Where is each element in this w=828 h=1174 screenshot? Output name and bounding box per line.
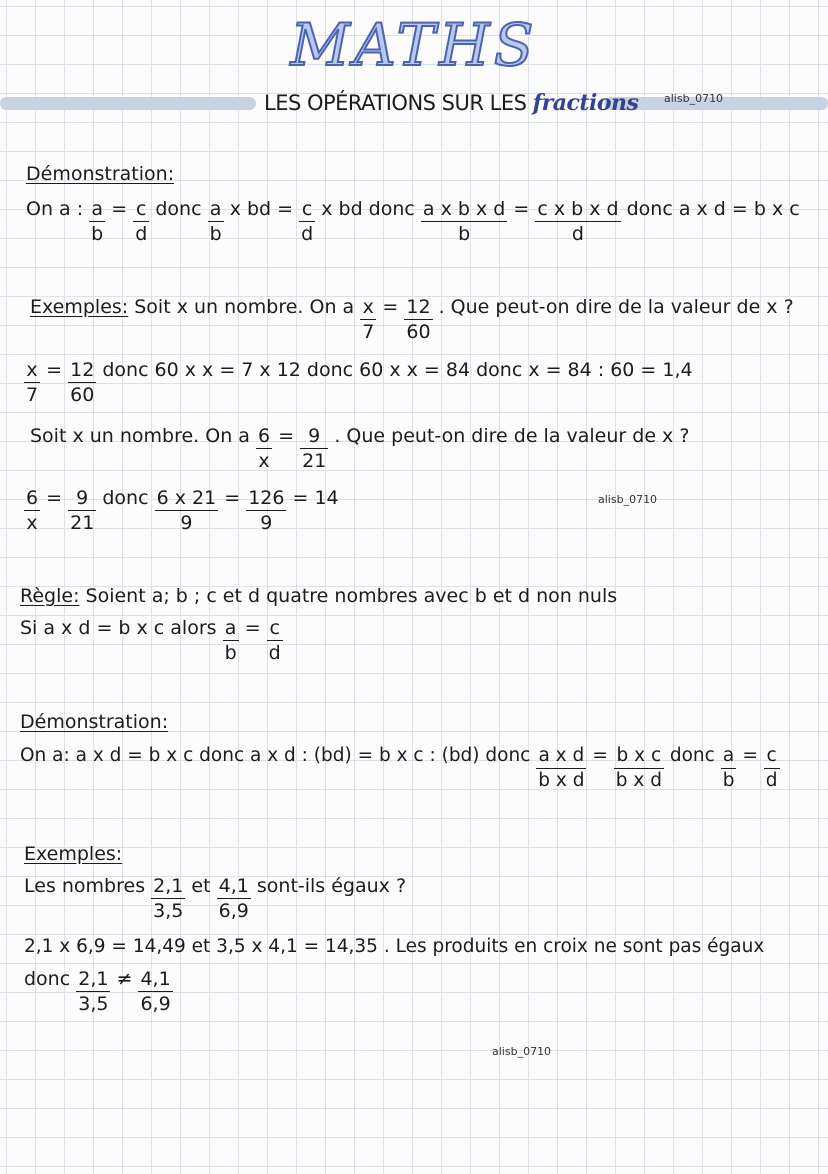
- ex1-line1: Exemples: Soit x un nombre. On a $\frac{x}{7}$ = $\frac{12}{60}$ . Que peut-on dire de la valeur de x ?: [30, 296, 794, 343]
- demo2-heading: Démonstration:: [20, 711, 169, 733]
- fraction: $\frac{\text{a x d}}{\text{b x d}}$: [538, 745, 585, 791]
- fraction: $\frac{x}{7}$: [362, 296, 375, 343]
- demo2-line: On a: a x d = b x c donc a x d : (bd) = b x c : (bd) donc $\frac{\text{a x d}}{\text{b x d}}$ = $\frac{\text{b x c}}{\text{b x d}}$ donc $\frac{a}{b}$ = $\frac{c}{d}$: [20, 745, 778, 791]
- footer-handle: alisb_0710: [492, 1045, 552, 1058]
- fraction: $\frac{126}{9}$: [248, 487, 285, 534]
- fraction: $\frac{4,1}{6,9}$: [140, 968, 171, 1015]
- demo1-prefix: On a :: [26, 198, 84, 220]
- rule-heading: Règle:: [20, 585, 80, 607]
- fraction: $\frac{c}{d}$: [301, 198, 314, 245]
- demo1-heading: Démonstration:: [26, 163, 175, 185]
- ex2-line2: 2,1 x 6,9 = 14,49 et 3,5 x 4,1 = 14,35 . Les produits en croix ne sont pas égaux: [24, 936, 765, 957]
- fraction: $\frac{\text{a x b x d}}{b}$: [422, 198, 506, 245]
- fraction: $\frac{12}{60}$: [70, 359, 95, 406]
- fraction: $\frac{6 x 21}{9}$: [156, 487, 217, 534]
- subtitle: [264, 88, 639, 118]
- fraction: $\frac{c}{d}$: [135, 198, 148, 245]
- rule-line1: Règle: Soient a; b ; c et d quatre nombres avec b et d non nuls: [20, 585, 618, 607]
- ex1-line4: $\frac{6}{x}$ = $\frac{9}{21}$ donc $\frac{6 x 21}{9}$ = $\frac{126}{9}$ = 14: [26, 487, 339, 534]
- fraction: $\frac{a}{b}$: [209, 198, 222, 245]
- subtitle-prefix: LES OPÉRATIONS SUR LES: [264, 91, 527, 115]
- page-title: MATHS: [290, 11, 538, 79]
- header-band-left: [0, 97, 256, 110]
- demo1-line: On a : $\frac{a}{b}$ = $\frac{c}{d}$ donc $\frac{a}{b}$ x bd = $\frac{c}{d}$ x bd donc $\frac{\text{a x b x d}}{b}$ = $\frac{\text{c x b x d}}{d}$ donc a x d = b x c: [26, 198, 800, 245]
- rule-line2: Si a x d = b x c alors $\frac{a}{b}$ = $\frac{c}{d}$: [20, 617, 281, 664]
- ex1-line3: Soit x un nombre. On a $\frac{6}{x}$ = $\frac{9}{21}$ . Que peut-on dire de la valeur de x ?: [30, 425, 690, 472]
- fraction: $\frac{2,1}{3,5}$: [78, 968, 109, 1015]
- header-handle: alisb_0710: [664, 92, 724, 105]
- fraction: $\frac{6}{x}$: [258, 425, 271, 472]
- fraction: $\frac{\text{c x b x d}}{d}$: [537, 198, 619, 245]
- fraction: $\frac{2,1}{3,5}$: [153, 875, 184, 922]
- ex2-heading: Exemples:: [24, 843, 123, 865]
- fraction: $\frac{a}{b}$: [91, 198, 104, 245]
- fraction: $\frac{9}{21}$: [302, 425, 327, 472]
- fraction: $\frac{6}{x}$: [26, 487, 39, 534]
- fraction: $\frac{4,1}{6,9}$: [218, 875, 249, 922]
- subtitle-script: fractions: [532, 90, 639, 116]
- fraction: $\frac{12}{60}$: [406, 296, 431, 343]
- fraction: $\frac{c}{d}$: [765, 745, 778, 791]
- fraction: $\frac{a}{b}$: [224, 617, 237, 664]
- fraction: $\frac{c}{d}$: [268, 617, 281, 664]
- fraction: $\frac{\text{b x c}}{\text{b x d}}$: [615, 745, 662, 791]
- fraction: $\frac{a}{b}$: [722, 745, 735, 791]
- ex1-heading: Exemples:: [30, 296, 129, 318]
- fraction: $\frac{9}{21}$: [70, 487, 95, 534]
- ex1-handle: alisb_0710: [598, 493, 658, 506]
- ex2-line3: donc $\frac{2,1}{3,5}$ ≠ $\frac{4,1}{6,9}$: [24, 968, 171, 1015]
- fraction: $\frac{x}{7}$: [26, 359, 39, 406]
- ex1-line2: $\frac{x}{7}$ = $\frac{12}{60}$ donc 60 x x = 7 x 12 donc 60 x x = 84 donc x = 84 : 60 = 1,4: [26, 359, 693, 406]
- ex2-line1: Les nombres $\frac{2,1}{3,5}$ et $\frac{4,1}{6,9}$ sont-ils égaux ?: [24, 875, 407, 922]
